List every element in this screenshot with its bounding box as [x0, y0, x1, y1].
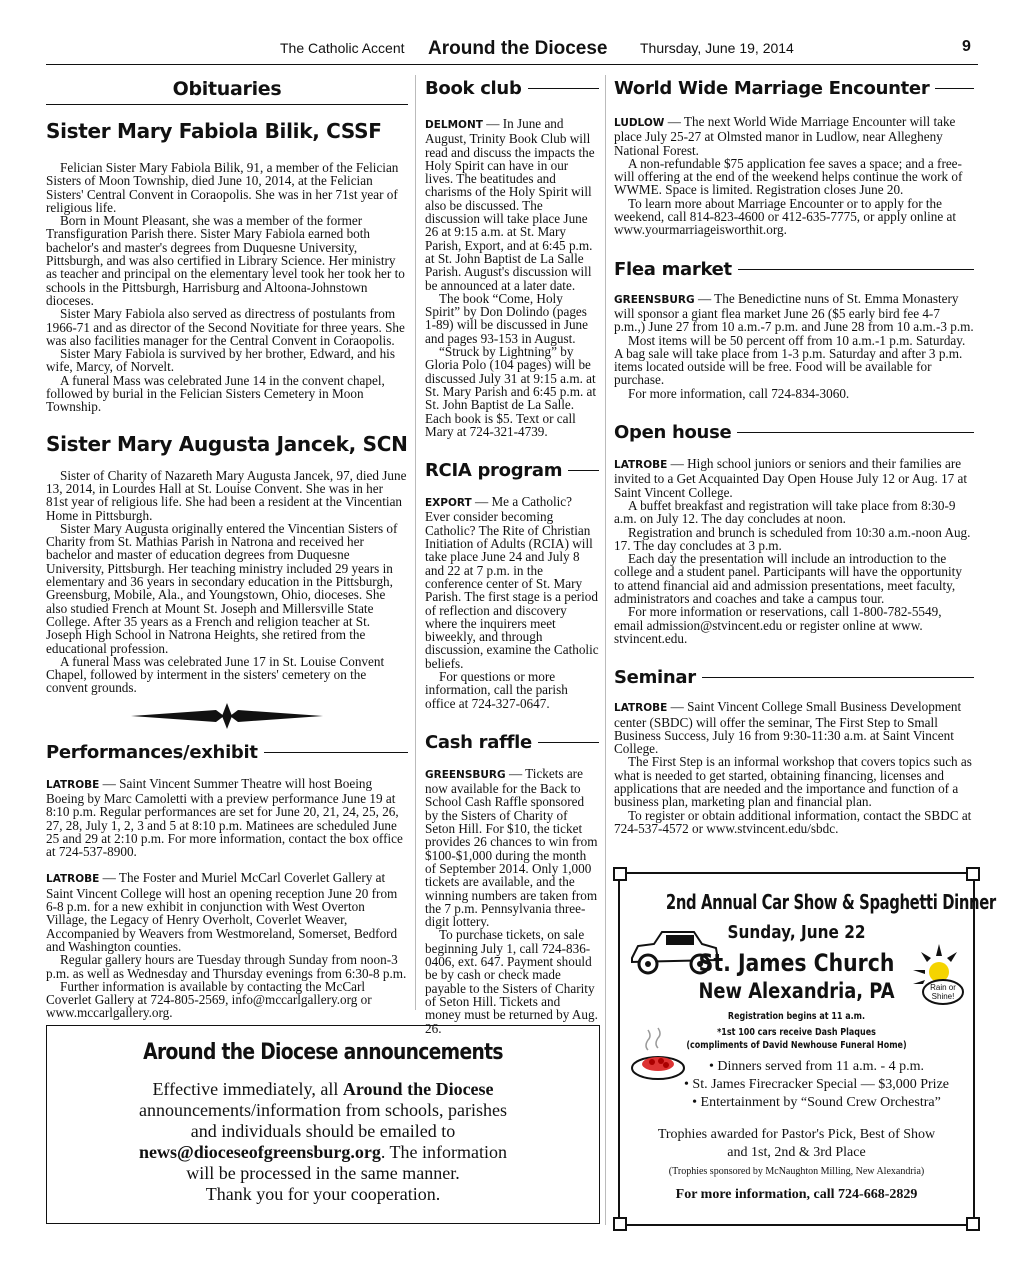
dateline: DELMONT: [425, 119, 483, 131]
announcement-text: Effective immediately, all: [152, 1079, 343, 1099]
divider: [46, 104, 408, 105]
sun-rays-icon: [909, 934, 967, 1014]
page-number: 9: [962, 38, 971, 55]
issue-date: Thursday, June 19, 2014: [640, 40, 794, 56]
article-text: — Saint Vincent College Small Business Development center (SBDC) will offer the seminar, The First Step to Small Business Success, July 16 from 9:30-11:30 a.m. at Saint Vincent College.: [614, 699, 962, 757]
article-text: — The Foster and Muriel McCarl Coverlet Gallery at Saint Vincent College will host an opening reception June 20 from 6-8 p.m. for a new exhibit in conjunction with West Overton Village, the Legacy of Henry Overholt, Coverlet Weaver, Accompanied by Weavers from Westmoreland, Somerset, Bedford and Washington counties.: [46, 870, 398, 954]
article-text: — In June and August, Trinity Book Club will read and discuss the impacts the Holy Spirit can have in our lives. The beatitudes and charisms of the Holy Spirit will also be discussed. The discussion will take place June 26 at 9:15 a.m. at St. Mary Parish, Export, and at 6:45 p.m. at St. John Baptist de La Salle Parish. August's discussion will be announced at a later date.: [425, 116, 595, 293]
obituary-paragraph: Born in Mount Pleasant, she was a member of the former Transfiguration Parish there. Sister Mary Fabiola earned both bachelor's and master's degrees from Duquesne University, Pittsburgh, and was also certified in Library Science. Her ministry as teacher and principal on the elementary level took her took her to schools in the Pittsburgh, Harrisburg and Altoona-Johnstown dioceses.: [46, 213, 405, 308]
dateline: LATROBE: [614, 459, 668, 472]
obituaries-heading: Obituaries: [172, 78, 282, 100]
article-text: — Me a Catholic? Ever consider becoming Catholic? The Rite of Christian Initiation of Adults (RCIA) will take place June 24 and July 8 and 22 at 7 p.m. in the conference center of St. Mary Parish. The first stage is a period of reflection and discovery where the inquirers meet biweekly, and through discussion, examine the Catholic beliefs.: [425, 494, 599, 671]
publication-name: The Catholic Accent: [280, 40, 405, 56]
bookclub-heading: Book club: [425, 78, 522, 99]
flea-heading-row: [614, 259, 974, 280]
article-paragraph: To learn more about Marriage Encounter or to apply for the weekend, call 814-823-4600 or 412-635-7775, or apply online at www.yourmarriageisworthit.org.: [614, 195, 957, 238]
plaques-line: (compliments of David Newhouse Funeral Home): [686, 1040, 907, 1051]
obituary-paragraph: Felician Sister Mary Fabiola Bilik, 91, a member of the Felician Sisters of Moon Township, died June 10, 2014, at the Felician Sisters' Central Convent in Coraopolis. She was in her 71st year of religious life.: [46, 160, 399, 215]
article-paragraph: Each day the presentation will include an introduction to the college and a student panel. Participants will have the opportunity to attend financial aid and admission presentations, meet faculty, administrators and coaches and take a campus tour.: [614, 551, 962, 607]
obituary-paragraph: A funeral Mass was celebrated June 14 in the convent chapel, followed by burial in the Felician Sisters Cemetery in Moon Township.: [46, 372, 385, 415]
article-paragraph: The First Step is an informal workshop that covers topics such as what is needed to get started, obtaining financing, licenses and applications that are needed and the importance and function of a business plan, marketing plan and financial plan.: [614, 754, 972, 810]
spacer: [614, 443, 974, 457]
flea-heading: Flea market: [614, 258, 732, 280]
dateline: EXPORT: [425, 497, 472, 510]
raffle-heading-row: [425, 732, 599, 753]
rain-label-line: Rain or: [930, 983, 956, 992]
performances-heading: Performances/exhibit: [46, 741, 258, 763]
spacer: [46, 414, 408, 432]
column-right: [614, 78, 974, 835]
article-text: — The Benedictine nuns of St. Emma Monastery will sponsor a giant flea market June 26 ($5 early bird fee 4-7 p.m.,) June 27 from 10 a.m.-7 p.m. and June 28 from 10 a.m.-3 p.m.: [614, 290, 974, 335]
article-paragraph: [614, 292, 974, 334]
heading-rule: [568, 470, 599, 471]
spacer: [425, 438, 599, 460]
article-paragraph: A buffet breakfast and registration will take place from 8:30-9 a.m. on July 12. The day concludes at noon.: [614, 497, 956, 527]
announcement-line: [47, 1079, 599, 1100]
spacer: [425, 753, 599, 767]
spacer: [46, 456, 408, 469]
rain-or-shine-label: [923, 983, 963, 1001]
article-text: — Tickets are now available for the Back to School Cash Raffle sponsored by the Sisters of Charity of Seton Hill. For $10, the ticket provides 26 chances to win from $100-$1,000 during the month of September 2014. Only 1,000 tickets are available, and the winning numbers are taken from the 7 p.m. Pennsylvania three-digit lottery.: [425, 765, 598, 930]
sun-cloud-icon: [909, 934, 967, 1014]
obituary-paragraph: Sister Mary Fabiola also served as directress of postulants from 1966-71 and as director of the Second Novitiate for three years. She was also facilities manager for the Central Convent in Coraopolis.: [46, 306, 405, 348]
rain-label-line: Shine!: [931, 992, 955, 1001]
column-left: [46, 78, 408, 1020]
ad-trophies: [620, 1126, 973, 1162]
announcement-email: news@dioceseofgreensburg.org: [138, 1142, 381, 1162]
wwme-heading: World Wide Marriage Encounter: [614, 78, 930, 99]
spacer: [425, 99, 599, 117]
spacer: [614, 237, 974, 259]
announcement-line: Thank you for your cooperation.: [205, 1184, 441, 1204]
article-paragraph: To purchase tickets, on sale beginning July 1, call 724-836-0406, ext. 647. Payment should be by cash or check made payable to the Sisters of Charity of Seton Hill. Tickets and money must be returned by Aug. 26.: [425, 927, 598, 1036]
ad-bullet: • St. James Firecracker Special — $3,000 Prize: [684, 1077, 949, 1092]
article-paragraph: [425, 495, 599, 670]
ad-corner: [966, 1217, 980, 1231]
announcements-box: [46, 1025, 600, 1224]
article-text: — The next World Wide Marriage Encounter will take place July 25-27 at Olmsted manor in Ludlow, near Allegheny National Forest.: [614, 114, 956, 158]
article-text: — Saint Vincent Summer Theatre will host Boeing Boeing by Marc Camoletti with a preview performance June 19 at 8:10 p.m. Regular performances are set for June 20, 21, 24, 25, 26, 27, 28, July 1, 2, 3 and 5 at 8:10 p.m. Matinees are scheduled June 25 and 29 at 2:10 p.m. For more information, contact the box office at 724-537-8900.: [46, 775, 403, 860]
announcements-body: [47, 1079, 599, 1205]
article-paragraph: Regular gallery hours are Tuesday through Sunday from noon-3 p.m. as well as Wednesday and Thursday evenings from 6:30-8 p.m.: [46, 952, 407, 981]
ad-title: 2nd Annual Car Show & Spaghetti Dinner: [665, 890, 996, 914]
article-paragraph: [46, 871, 408, 953]
openhouse-heading-row: [614, 422, 974, 443]
article-paragraph: “Struck by Lightning” by Gloria Polo (104 pages) will be discussed July 31 at 9:15 a.m. at St. Mary Parish and 6:45 p.m. at St. John Baptist de La Salle. Each book is $5. Text or call Mary at 724-321-4739.: [425, 344, 597, 439]
column-middle: [425, 78, 599, 1035]
obituary-bilik-name: Sister Mary Fabiola Bilik, CSSF: [46, 119, 382, 143]
heading-rule: [264, 752, 408, 753]
article-paragraph: [46, 777, 408, 859]
obituary-jancek-name: Sister Mary Augusta Jancek, SCN: [46, 431, 408, 456]
wwme-heading-row: [614, 78, 974, 99]
column-divider: [605, 75, 606, 1225]
spacer: [46, 763, 408, 777]
announcement-line: and individuals should be emailed to: [190, 1121, 456, 1141]
announcement-line: announcements/information from schools, parishes: [139, 1100, 507, 1120]
column-divider: [415, 75, 416, 1010]
car-show-ad: [618, 872, 996, 1226]
ad-town: New Alexandria, PA: [698, 979, 895, 1003]
ornament-divider-icon: [46, 703, 408, 729]
article-paragraph: Most items will be 50 percent off from 10 a.m.-1 p.m. Saturday. A bag sale will take place from 1-3 p.m. Saturday and after 3 p.m. items located outside will be free. Food will be available for purchase.: [614, 332, 966, 388]
article-paragraph: For more information, call 724-834-3060.: [628, 385, 850, 401]
heading-rule: [737, 432, 974, 433]
ad-registration: Registration begins at 11 a.m.: [727, 1011, 866, 1022]
dateline: LATROBE: [46, 873, 100, 886]
trophies-line: and 1st, 2nd & 3rd Place: [727, 1145, 866, 1160]
ad-date: Sunday, June 22: [727, 922, 866, 943]
seminar-heading-row: [614, 667, 974, 688]
trophies-line: Trophies awarded for Pastor's Pick, Best of Show: [657, 1127, 936, 1142]
spacer: [425, 481, 599, 495]
article-paragraph: [425, 117, 599, 292]
ad-corner: [966, 867, 980, 881]
spacer: [46, 143, 408, 161]
rcia-heading-row: [425, 460, 599, 481]
announcement-line: [47, 1142, 599, 1163]
announcement-bold: Around the Diocese: [342, 1079, 494, 1099]
dateline: LATROBE: [46, 778, 100, 791]
article-paragraph: [614, 457, 974, 499]
spacer: [425, 710, 599, 732]
seminar-heading: Seminar: [614, 667, 696, 689]
announcement-line: will be processed in the same manner.: [186, 1163, 460, 1183]
plaques-line: *1st 100 cars receive Dash Plaques: [717, 1027, 876, 1038]
rcia-heading: RCIA program: [425, 460, 563, 482]
dateline: LUDLOW: [614, 117, 665, 129]
article-paragraph: Further information is available by contacting the McCarl Coverlet Gallery at 724-805-2569, info@mccarlgallery.org or www.mccarlgallery.org.: [46, 978, 372, 1021]
obituary-paragraph: Sister Mary Augusta originally entered the Vincentian Sisters of Charity from St. Mathias Parish in Natrona and received her bachelor and master of education degrees from Duquesne University, Pittsburgh. Her teaching ministry included 29 years in elementary and 36 years in secondary education in the Pittsburgh, Greensburg, Mobile, Ala., and Youngstown, Ohio, dioceses. She also studied French at Mount St. Joseph and Millersville State College. After 35 years as a French and religion teacher at St. Joseph High School in Natrona Heights, she retired from the educational profession.: [46, 520, 398, 656]
obituary-paragraph: Sister of Charity of Nazareth Mary Augusta Jancek, 97, died June 13, 2014, in Lourdes Hall at St. Louise Convent. She was in her 81st year of religious life. She had been a resident at the Vincentian Home in Pittsburgh.: [46, 467, 407, 523]
ad-sponsor: (Trophies sponsored by McNaughton Milling, New Alexandria): [668, 1166, 925, 1177]
bookclub-heading-row: [425, 78, 599, 99]
article-paragraph: To register or obtain additional information, contact the SBDC at 724-537-4572 or www.stvincent.edu/sbdc.: [614, 807, 972, 836]
header-rule: [46, 64, 978, 65]
heading-rule: [738, 269, 974, 270]
spacer: [614, 645, 974, 667]
article-paragraph: Registration and brunch is scheduled from 10:30 a.m.-noon Aug. 17. The day concludes at 3 p.m.: [614, 524, 971, 553]
dateline: LATROBE: [614, 702, 668, 715]
openhouse-heading: Open house: [614, 422, 732, 444]
ad-bullet: • Entertainment by “Sound Crew Orchestra”: [692, 1095, 941, 1110]
article-paragraph: The book “Come, Holy Spirit” by Don Dolindo (pages 1-89) will be discussed in June and pages 93-153 in August.: [425, 290, 588, 346]
obituary-paragraph: Sister Mary Fabiola is survived by her brother, Edward, and his wife, Marcy, of Norvelt.: [46, 346, 395, 375]
ad-corner: [613, 1217, 627, 1231]
ad-venue: St. James Church: [698, 949, 895, 977]
ad-corner: [613, 867, 627, 881]
article-text: — High school juniors or seniors and their families are invited to a Get Acquainted Day Open House July 12 or Aug. 17 at Saint Vincent College.: [614, 456, 968, 500]
article-paragraph: For more information or reservations, call 1-800-782-5549, email admission@stvincent.edu or register online at www. stvincent.edu.: [614, 604, 942, 646]
section-title: Around the Diocese: [428, 38, 608, 59]
ad-plaques: [655, 1026, 937, 1052]
ad-bullet: • Dinners served from 11 a.m. - 4 p.m.: [708, 1059, 925, 1074]
dateline: GREENSBURG: [425, 768, 506, 781]
article-paragraph: For questions or more information, call the parish office at 724-327-0647.: [425, 668, 568, 711]
article-paragraph: [614, 115, 974, 157]
ad-contact: For more information, call 724-668-2829: [675, 1187, 918, 1202]
heading-rule: [528, 88, 599, 89]
obituary-paragraph: A funeral Mass was celebrated June 17 in St. Louise Convent Chapel, followed by interment in the sisters' cemetery on the convent grounds.: [46, 653, 385, 696]
announcement-text: . The information: [380, 1142, 508, 1162]
announcements-title: Around the Diocese announcements: [143, 1040, 503, 1065]
article-paragraph: [614, 700, 974, 755]
article-paragraph: [425, 767, 599, 929]
raffle-heading: Cash raffle: [425, 731, 532, 753]
performances-heading-row: [46, 742, 408, 763]
heading-rule: [538, 742, 599, 743]
spacer: [614, 400, 974, 422]
article-paragraph: A non-refundable $75 application fee saves a space; and a free-will offering at the end of the weekend helps continue the work of WWME. Space is limited. Registration closes June 20.: [614, 155, 963, 198]
heading-rule: [702, 677, 974, 678]
dateline: GREENSBURG: [614, 293, 695, 306]
heading-rule: [935, 88, 974, 89]
spacer: [614, 99, 974, 115]
